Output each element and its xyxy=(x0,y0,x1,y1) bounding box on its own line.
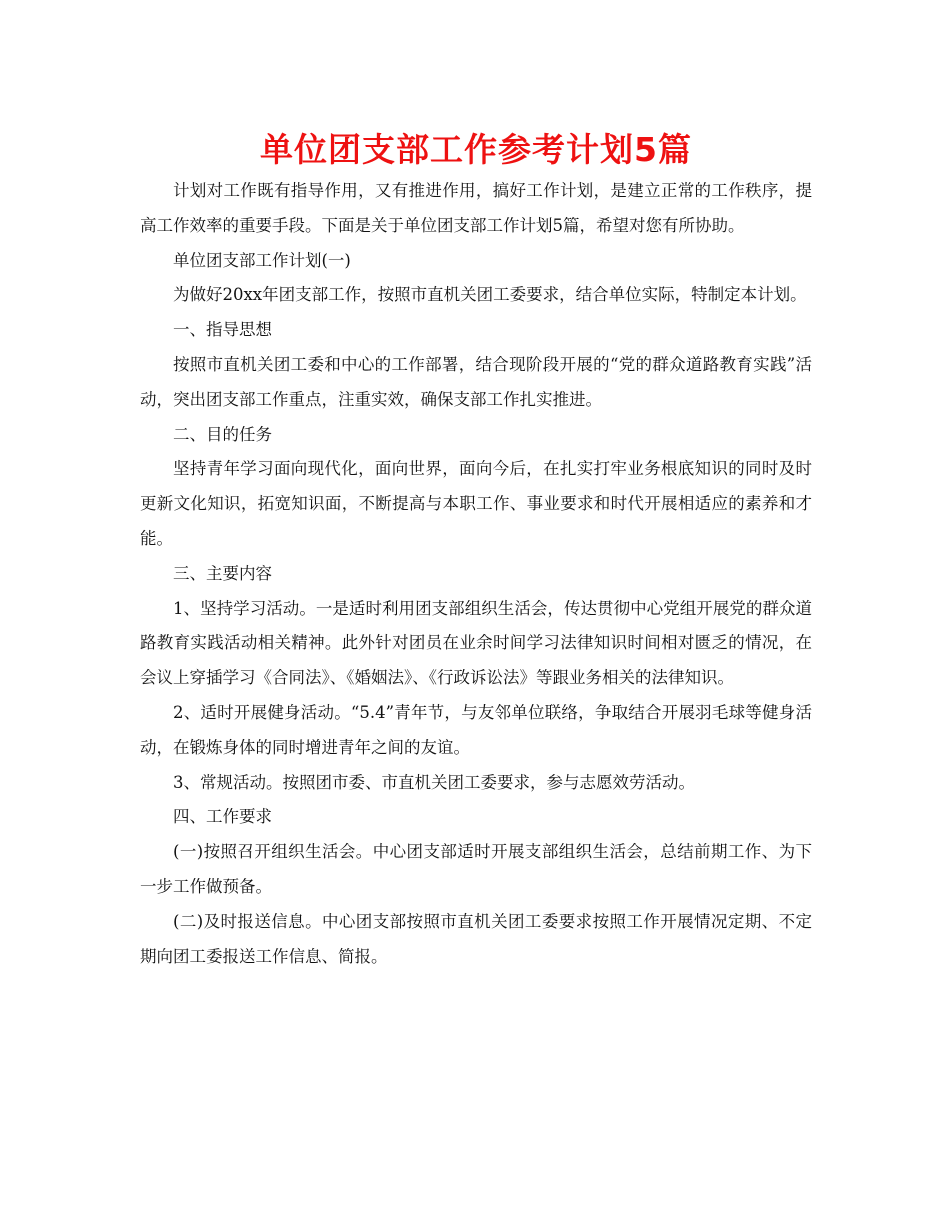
paragraph-plan-heading: 单位团支部工作计划(一) xyxy=(173,250,351,270)
section-heading-guiding-ideology: 一、指导思想 xyxy=(173,320,272,340)
paragraph-fitness-activities: 2、适时开展健身活动。“5.4”青年节，与友邻单位联络，争取结合开展羽毛球等健身活动，在锻炼身体的同时增进青年之间的友谊。 xyxy=(140,702,812,757)
paragraph-requirement-two: (二)及时报送信息。中心团支部按照市直机关团工委要求按照工作开展情况定期、不定期向团工委报送工作信息、简报。 xyxy=(140,911,812,966)
paragraph-intro: 计划对工作既有指导作用，又有推进作用，搞好工作计划，是建立正常的工作秩序，提高工作效率的重要手段。下面是关于单位团支部工作计划5篇，希望对您有所协助。 xyxy=(140,181,812,235)
document-page xyxy=(140,128,812,974)
paragraph-requirement-one: (一)按照召开组织生活会。中心团支部适时开展支部组织生活会，总结前期工作、为下一步工作做预备。 xyxy=(140,842,812,896)
paragraph-study-activities: 1、坚持学习活动。一是适时利用团支部组织生活会，传达贯彻中心党组开展党的群众道路教育实践活动相关精神。此外针对团员在业余时间学习法律知识时间相对匮乏的情况，在会议上穿插学习《合同法》、《婚姻法》、《行政诉讼法》等跟业务相关的法律知识。 xyxy=(140,598,812,688)
section-heading-main-content: 三、主要内容 xyxy=(173,563,272,583)
document-title: 单位团支部工作参考计划5篇 xyxy=(260,130,692,169)
section-heading-objectives: 二、目的任务 xyxy=(173,424,272,444)
paragraph-guiding-ideology: 按照市直机关团工委和中心的工作部署，结合现阶段开展的“党的群众道路教育实践”活动，突出团支部工作重点，注重实效，确保支部工作扎实推进。 xyxy=(140,354,812,409)
paragraph-objectives: 坚持青年学习面向现代化，面向世界，面向今后，在扎实打牢业务根底知识的同时及时更新文化知识，拓宽知识面，不断提高与本职工作、事业要求和时代开展相适应的素养和才能。 xyxy=(140,459,812,548)
paragraph-routine-activities: 3、常规活动。按照团市委、市直机关团工委要求，参与志愿效劳活动。 xyxy=(173,772,695,792)
paragraph-plan-purpose: 为做好20xx年团支部工作，按照市直机关团工委要求，结合单位实际，特制定本计划。 xyxy=(173,285,807,305)
section-heading-requirements: 四、工作要求 xyxy=(173,807,272,827)
